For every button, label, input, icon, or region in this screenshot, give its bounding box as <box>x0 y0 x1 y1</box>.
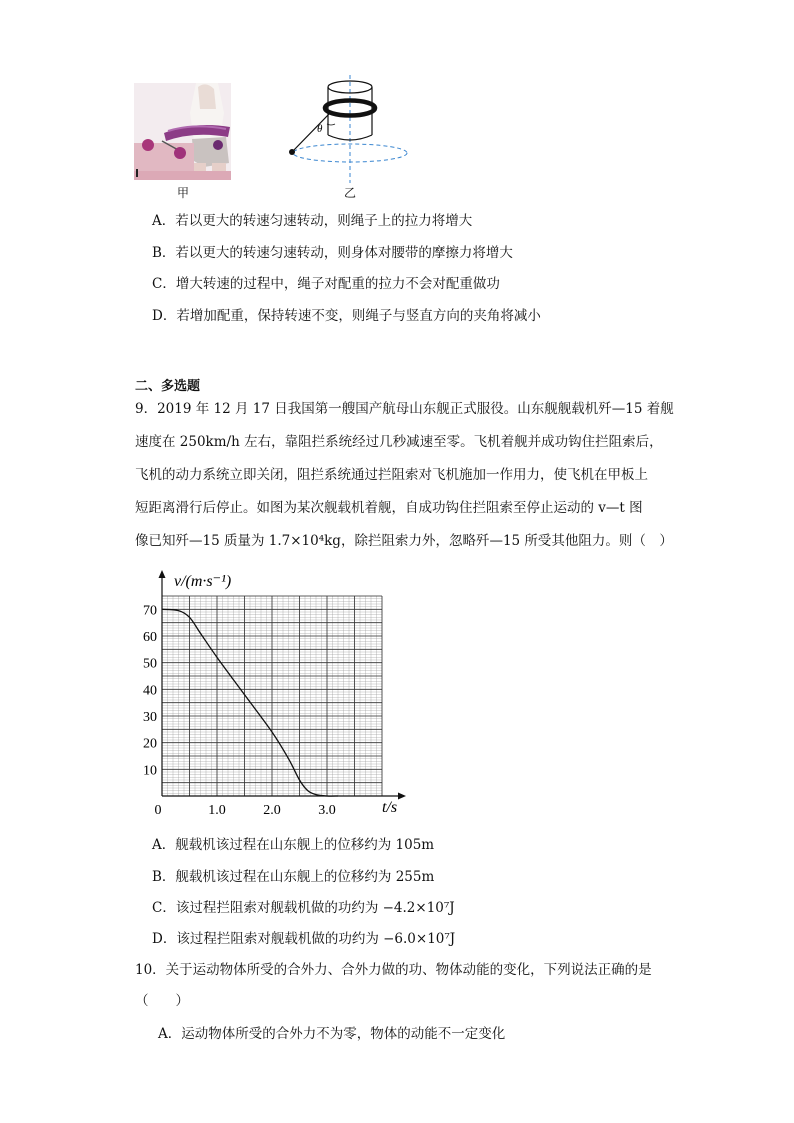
q9-text-line-5: 像已知歼—15 质量为 1.7×10⁴kg，除拦阻索力外，忽略歼—15 所受其他阻力。则（ ） <box>135 533 673 549</box>
q9-option-a: A．舰载机该过程在山东舰上的位移约为 105m <box>152 837 435 853</box>
y-tick-label: 50 <box>143 656 157 672</box>
vt-chart <box>130 562 420 822</box>
q8-option-d: D．若增加配重，保持转速不变，则绳子与竖直方向的夹角将减小 <box>152 308 541 324</box>
chart-axes <box>159 570 407 800</box>
y-tick-label: 40 <box>143 683 157 699</box>
x-tick-label: 1.0 <box>208 803 226 818</box>
y-tick-label: 20 <box>143 736 157 752</box>
x-tick-label: 0 <box>154 803 162 818</box>
q9-text-line-4: 短距离滑行后停止。如图为某次舰载机着舰，自成功钩住拦阻索至停止运动的 v—t 图 <box>135 500 643 516</box>
y-tick-label: 70 <box>143 603 157 619</box>
q9-text-line-1: 9．2019 年 12 月 17 日我国第一艘国产航母山东舰正式服役。山东舰舰载机歼—15 着舰 <box>135 401 674 417</box>
q10-text-line-2: （ ） <box>135 993 189 1009</box>
y-tick-label: 60 <box>143 630 157 645</box>
q8-option-a: A．若以更大的转速匀速转动，则绳子上的拉力将增大 <box>152 213 473 229</box>
q9-text-line-3: 飞机的动力系统立即关闭，阻拦系统通过拦阻索对飞机施加一作用力，使飞机在甲板上 <box>135 467 648 483</box>
x-tick-label: 2.0 <box>263 803 281 818</box>
q10-option-a: A．运动物体所受的合外力不为零，物体的动能不一定变化 <box>158 1026 506 1042</box>
q8-option-b: B．若以更大的转速匀速转动，则身体对腰带的摩擦力将增大 <box>152 245 513 261</box>
figure-a-caption: 甲 <box>177 186 190 200</box>
q10-text-line-1: 10．关于运动物体所受的合外力、合外力做的功、物体动能的变化，下列说法正确的是 <box>135 962 652 978</box>
angle-theta-label: θ <box>317 123 323 135</box>
chart-y-axis-label: v/(m·s⁻¹) <box>174 573 232 590</box>
figure-b-caption: 乙 <box>344 186 357 200</box>
q9-option-d: D．该过程拦阻索对舰载机做的功约为 −6.0×10⁷J <box>152 931 456 947</box>
q9-option-c: C．该过程拦阻索对舰载机做的功约为 −4.2×10⁷J <box>152 900 455 916</box>
y-tick-label: 10 <box>143 763 157 779</box>
q9-text-line-2: 速度在 250km/h 左右，靠阻拦系统经过几秒减速至零。飞机着舰并成功钩住拦阻索后， <box>135 434 663 450</box>
chart-x-axis-label: t/s <box>382 799 398 816</box>
x-tick-label: 3.0 <box>318 803 336 818</box>
q8-option-c: C．增大转速的过程中，绳子对配重的拉力不会对配重做功 <box>152 276 500 292</box>
diagram-figure-b <box>280 75 420 185</box>
y-tick-label: 30 <box>143 710 157 725</box>
x-axis-arrow <box>398 793 406 800</box>
photo-illustration <box>134 83 231 180</box>
section-heading-multi-choice: 二、多选题 <box>135 379 201 394</box>
q9-option-b: B．舰载机该过程在山东舰上的位移约为 255m <box>152 869 435 885</box>
y-axis-arrow <box>159 570 166 578</box>
photo-figure-a <box>134 83 231 180</box>
